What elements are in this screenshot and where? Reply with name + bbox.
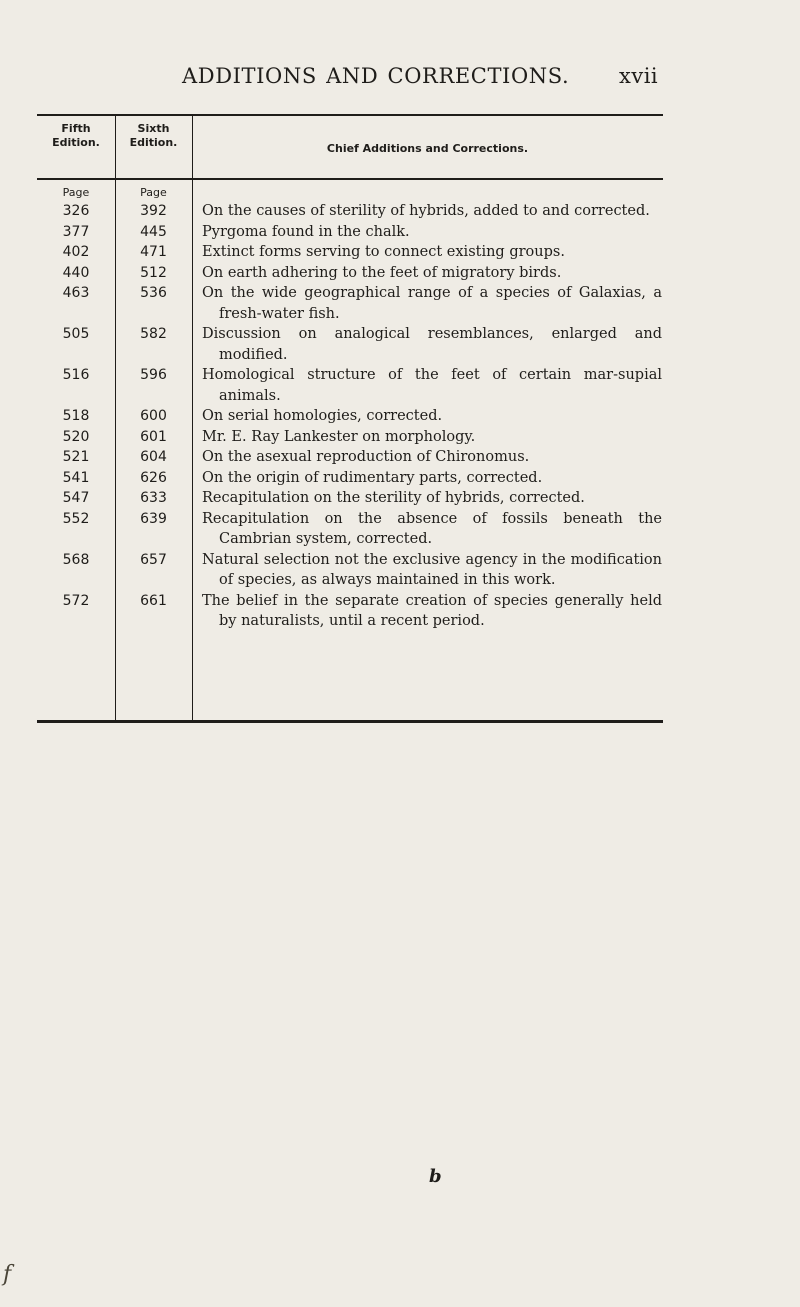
correction-description: On serial homologies, corrected. [202, 408, 443, 424]
sixth-edition-page: 604 [140, 449, 167, 465]
correction-description: Extinct forms serving to connect existing groups. [202, 244, 565, 260]
page-label-sixth: Page [140, 186, 167, 199]
table-row [37, 447, 663, 468]
table-row [37, 242, 663, 263]
header-sixth-edition: Sixth Edition. [129, 122, 178, 149]
correction-description: On the wide geographical range of a species of Galaxias, a fresh-water fish. [202, 285, 662, 322]
page-title: ADDITIONS AND CORRECTIONS. [182, 64, 570, 88]
fifth-edition-page: 516 [62, 367, 90, 383]
sixth-edition-page: 596 [140, 367, 167, 383]
table-row [37, 468, 663, 489]
correction-description: Discussion on analogical resemblances, enlarged and modified. [202, 326, 662, 363]
fifth-edition-page: 572 [62, 592, 90, 609]
correction-description: Homological structure of the feet of certain mar-supial animals. [202, 367, 662, 404]
sixth-edition-page: 392 [140, 203, 167, 219]
correction-description: On the asexual reproduction of Chironomus. [202, 449, 530, 465]
correction-description: Recapitulation on the absence of fossils beneath the Cambrian system, corrected. [202, 510, 662, 547]
table-row [37, 201, 663, 222]
correction-description: On earth adhering to the feet of migratory birds. [202, 264, 562, 281]
fifth-edition-page: 402 [62, 244, 90, 260]
table-bottom-rule [37, 720, 663, 723]
correction-description: The belief in the separate creation of species generally held by naturalists, until a recent period. [202, 592, 662, 629]
sixth-edition-page: 639 [140, 510, 167, 527]
table-top-rule [37, 114, 663, 116]
table-row [37, 263, 663, 284]
fifth-edition-page: 505 [62, 326, 90, 342]
sixth-edition-page: 512 [140, 264, 167, 281]
table-row [37, 283, 663, 324]
sixth-edition-page: 661 [140, 592, 167, 609]
fifth-edition-page: 521 [62, 449, 90, 465]
margin-mark: f [3, 1262, 12, 1287]
fifth-edition-page: 547 [62, 490, 90, 506]
table-row [37, 406, 663, 427]
table-row [37, 509, 663, 550]
correction-description: Natural selection not the exclusive agency in the modification of species, as always maintained in this work. [202, 551, 662, 588]
fifth-edition-page: 552 [62, 510, 90, 527]
fifth-edition-page: 518 [62, 408, 90, 424]
correction-description: On the origin of rudimentary parts, corrected. [202, 469, 543, 486]
sixth-edition-page: 657 [140, 551, 167, 568]
table-row [37, 365, 663, 406]
sixth-edition-page: 582 [140, 326, 167, 342]
table-row [37, 550, 663, 591]
fifth-edition-page: 568 [62, 551, 90, 568]
running-head [0, 64, 800, 94]
sixth-edition-page: 626 [140, 469, 167, 486]
correction-description: Pyrgoma found in the chalk. [202, 223, 410, 240]
page-label-fifth: Page [62, 186, 90, 199]
sixth-edition-page: 536 [140, 285, 167, 301]
table-row [37, 324, 663, 365]
correction-description: Recapitulation on the sterility of hybrids, corrected. [202, 490, 585, 506]
header-fifth-edition: Fifth Edition. [52, 122, 100, 149]
correction-description: Mr. E. Ray Lankester on morphology. [202, 428, 476, 445]
sixth-edition-page: 445 [140, 223, 167, 240]
table-header-rule [37, 178, 663, 180]
page-number: xvii [619, 64, 659, 88]
sixth-edition-page: 633 [140, 490, 167, 506]
sixth-edition-page: 471 [140, 244, 167, 260]
fifth-edition-page: 541 [62, 469, 90, 486]
correction-description: On the causes of sterility of hybrids, added to and corrected. [202, 203, 650, 219]
fifth-edition-page: 520 [62, 428, 90, 445]
fifth-edition-page: 326 [62, 203, 90, 219]
header-chief-additions: Chief Additions and Corrections. [326, 142, 529, 155]
table-row [37, 591, 663, 632]
table-row [37, 222, 663, 243]
table-row [37, 427, 663, 448]
table-row [37, 488, 663, 509]
sixth-edition-page: 600 [140, 408, 167, 424]
fifth-edition-page: 463 [62, 285, 90, 301]
sixth-edition-page: 601 [140, 428, 167, 445]
fifth-edition-page: 377 [62, 223, 90, 240]
signature-mark: b [429, 1166, 442, 1187]
fifth-edition-page: 440 [62, 264, 90, 281]
table-body [37, 201, 663, 632]
